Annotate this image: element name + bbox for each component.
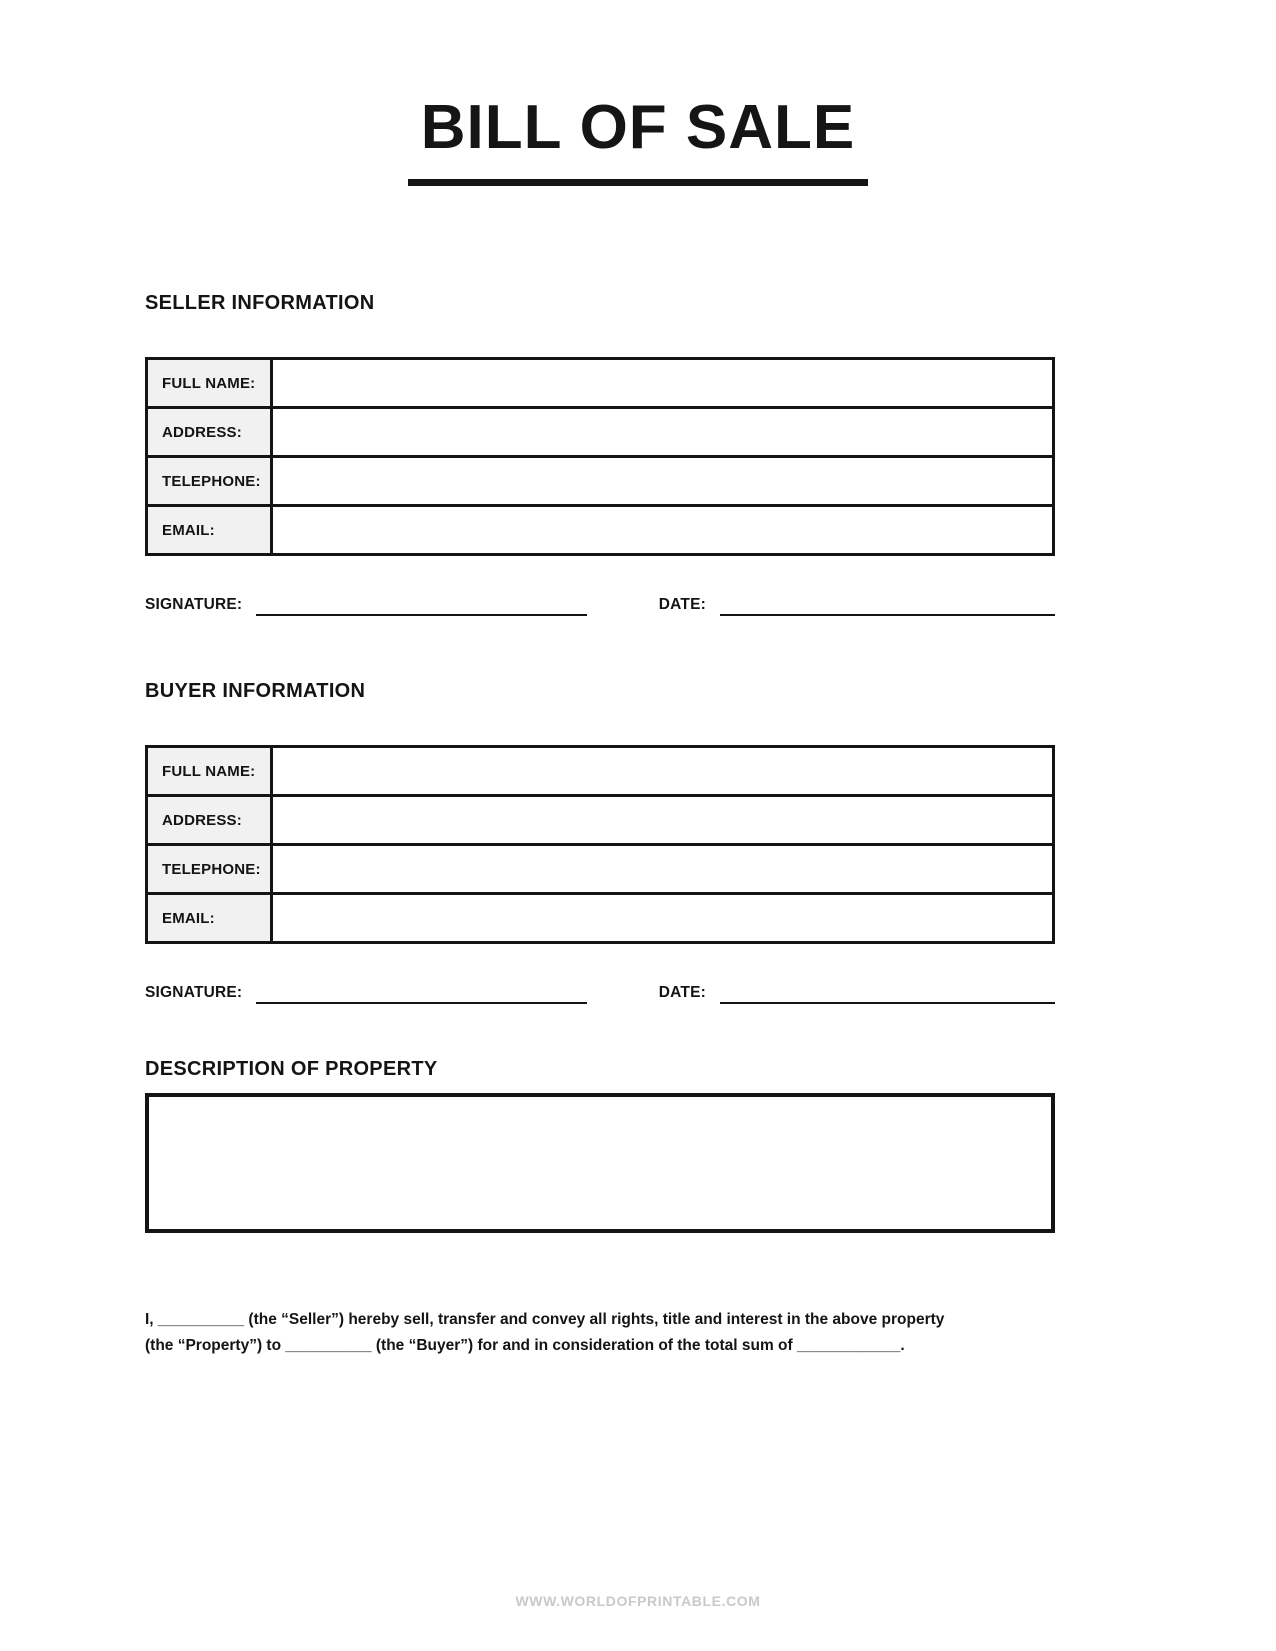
seller-full-name-input[interactable] [272, 359, 1054, 408]
buyer-signature-line[interactable] [256, 984, 586, 1004]
buyer-section-heading: BUYER INFORMATION [145, 680, 366, 702]
seller-signature-row [145, 596, 1055, 616]
seller-address-label: ADDRESS: [147, 408, 272, 457]
seller-date-line[interactable] [720, 596, 1055, 616]
title-block [0, 0, 1276, 186]
buyer-signature-label: SIGNATURE: [145, 984, 243, 1001]
seller-section-heading: SELLER INFORMATION [145, 292, 375, 314]
property-description-input[interactable] [145, 1093, 1055, 1233]
buyer-telephone-label: TELEPHONE: [147, 845, 272, 894]
buyer-email-label: EMAIL: [147, 894, 272, 943]
table-row [147, 796, 1054, 845]
sale-statement-line1: I, __________ (the “Seller”) hereby sell, transfer and convey all rights, title and interest in the above property [145, 1311, 945, 1328]
seller-email-input[interactable] [272, 506, 1054, 555]
table-row [147, 506, 1054, 555]
buyer-date-label: DATE: [658, 984, 706, 1001]
buyer-address-input[interactable] [272, 796, 1054, 845]
buyer-address-label: ADDRESS: [147, 796, 272, 845]
sale-statement [145, 1307, 1135, 1358]
property-section-heading: DESCRIPTION OF PROPERTY [145, 1058, 438, 1080]
seller-telephone-label: TELEPHONE: [147, 457, 272, 506]
seller-info-table [145, 357, 1055, 556]
footer-website-url: WWW.WORLDOFPRINTABLE.COM [515, 1593, 761, 1609]
seller-signature-label: SIGNATURE: [145, 596, 243, 613]
buyer-full-name-input[interactable] [272, 747, 1054, 796]
buyer-telephone-input[interactable] [272, 845, 1054, 894]
table-row [147, 845, 1054, 894]
seller-signature-line[interactable] [256, 596, 586, 616]
seller-date-label: DATE: [658, 596, 706, 613]
seller-address-input[interactable] [272, 408, 1054, 457]
buyer-signature-row [145, 984, 1055, 1004]
buyer-date-line[interactable] [720, 984, 1055, 1004]
buyer-full-name-label: FULL NAME: [147, 747, 272, 796]
table-row [147, 747, 1054, 796]
seller-email-label: EMAIL: [147, 506, 272, 555]
table-row [147, 408, 1054, 457]
seller-telephone-input[interactable] [272, 457, 1054, 506]
sale-statement-line2: (the “Property”) to __________ (the “Buyer”) for and in consideration of the total sum of ____________. [145, 1336, 905, 1354]
table-row [147, 894, 1054, 943]
buyer-email-input[interactable] [272, 894, 1054, 943]
table-row [147, 359, 1054, 408]
table-row [147, 457, 1054, 506]
seller-full-name-label: FULL NAME: [147, 359, 272, 408]
title-underline [408, 179, 868, 186]
page-title: BILL OF SALE [420, 93, 856, 162]
buyer-info-table [145, 745, 1055, 944]
